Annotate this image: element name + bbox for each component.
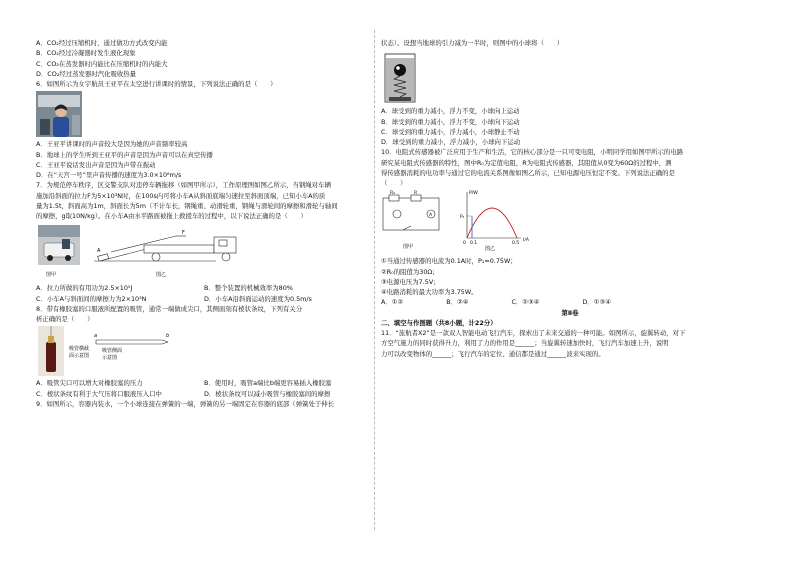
q9-option-a: A．球受到的重力减小，浮力不变，小球向上运动: [381, 107, 520, 116]
q8-side-label-2: 示意图: [102, 355, 118, 362]
q7-fig-jia-label: 图甲: [46, 272, 57, 279]
q8-option-c: C．棱状条纹有利于大气压将口服液压入口中: [36, 389, 162, 398]
q8-cross-section-label-2: 面示意图: [69, 353, 90, 360]
q10-option-b: B．②④: [446, 298, 469, 307]
graph-y-label: P/W: [469, 191, 478, 197]
q7-force-label: F: [182, 230, 185, 237]
graph-tick-0-5: 0.5: [512, 241, 520, 247]
q7-figures: [36, 221, 372, 283]
graph-tick-0-1: 0.1: [470, 241, 478, 247]
q8-side-label-1: 吸管侧面: [102, 348, 123, 355]
q8-options-row-2: [36, 389, 372, 399]
q10-stem-line-2: 研究某电阻式传感器的特性，图中R₀为定值电阻，R为电阻式传感器，其阻值从0变为60Ω的过程中，测: [381, 158, 672, 167]
q9-option-c: C．球受到的重力减小，浮力减小，小球静止不动: [381, 127, 520, 136]
q10-statement-2: ②R₀的阻值为30Ω；: [381, 267, 439, 276]
q8-option-d: D．棱状条纹可以减小吸管与橡胶塞间的摩擦: [204, 389, 331, 398]
q10-option-a: A．①②: [381, 298, 404, 307]
q8-stem-line-2: 析正确的是（ ）: [36, 315, 94, 323]
circuit-r0-label: R₀: [390, 191, 395, 197]
q6-stem: 6．如图所示为女宇航员王亚平在太空进行讲课时的情景，下列说法正确的是（ ）: [36, 80, 277, 88]
q5-option-a: A．CO₂经过压缩机时，通过做功方式改变内能: [36, 39, 168, 47]
q11-stem-line-2: 方空气施力的同时获得升力，利用了力的作用是______；当旋翼转速加快时，飞行汽车加速上升，说明: [381, 339, 669, 348]
q7-truck-diagram: [94, 236, 236, 261]
q8-cross-section-label-1: 吸管横截: [69, 346, 90, 353]
q8-options-row-1: [36, 378, 372, 388]
graph-origin-label: 0: [463, 241, 466, 247]
q8-figures: [36, 324, 372, 378]
section-2-heading: 二、填空与作图题（共8小题，计22分）: [381, 318, 497, 327]
q7-car-label: A: [97, 248, 101, 255]
q8-option-a: A．吸管尖口可以增大对橡胶塞的压力: [36, 379, 143, 388]
part-2-title: 第Ⅱ卷: [561, 308, 579, 317]
q10-options: [381, 297, 611, 307]
circuit-r-label: R: [414, 191, 418, 197]
q9-option-d: D．球受到的重力减小，浮力减小，小球向下运动: [381, 138, 521, 146]
right-column: [381, 38, 759, 359]
q10-fig-yi-label: 图乙: [485, 246, 496, 253]
q5-option-d: D．CO₂经过蒸发器时汽化吸收热量: [36, 69, 137, 78]
q7-options-row-1: [36, 283, 372, 293]
q10-statement-4: ④电路消耗的最大功率为3.75W。: [381, 288, 478, 296]
q10-option-c: C．②③④: [511, 298, 540, 307]
q6-option-b: B．地球上的学生听到王亚平的声音是因为声音可以在真空传播: [36, 150, 213, 159]
q5-option-c: C．CO₂在蒸发器时内能比在压缩机时的内能大: [36, 59, 168, 68]
q7-fig-yi-label: 图乙: [156, 272, 167, 279]
q7-option-d: D．小车A沿斜面运动的速度为0.5m/s: [204, 294, 312, 303]
graph-x-label: I/A: [523, 238, 529, 244]
q10-fig-jia-label: 图甲: [403, 244, 414, 251]
q7-stem-line-3: 量为1.5t，斜面高为1m，斜面长为5m（不计车长，钢绳重、动滑轮重，钢绳与滑轮间的摩擦和滑轮与轴间: [36, 201, 338, 210]
q7-option-b: B．整个装置的机械效率为80%: [204, 284, 293, 293]
q6-option-d: D．在“天宫一号”里声音传播的速度为3.0×10⁸m/s: [36, 171, 182, 179]
q11-stem-line-1: 11．“旅航者X2”是一款双人智能电动飞行汽车，探索出了未来交通的一种可能。如图所示，旋翼转动，对下: [381, 329, 686, 337]
left-column: [36, 38, 372, 409]
q8-option-b: B．使用时，吸管a端比b端更容易插入橡胶塞: [204, 379, 332, 388]
q7-option-c: C．小车A与斜面间的摩擦力为2×10³N: [36, 294, 147, 303]
q7-stem-line-1: 7．为规范停车秩序，区交警支队对违停车辆拖移（如图甲所示），工作原理图如图乙所示，当钢绳对车辆: [36, 181, 331, 190]
q6-option-c: C．王亚平说话发出声音是因为声带在振动: [36, 160, 156, 169]
q10-statement-1: ①当通过传感器的电流为0.1A时，P₁=0.75W；: [381, 257, 517, 266]
q8-straw-side-diagram: [96, 340, 168, 344]
q11-stem-line-3: 力可以改变物体的______；飞行汽车的定位、通信都是通过______波来实现的。: [381, 349, 605, 358]
q7-options-row-2: [36, 294, 372, 304]
column-divider: [374, 30, 375, 530]
q10-statement-3: ③电源电压为7.5V；: [381, 277, 440, 286]
q9-option-b: B．球受到的重力减小，浮力不变，小球向下运动: [381, 117, 520, 126]
q10-stem-line-1: 10．电阻式传感器被广泛应用于生产和生活，它的核心部分是一只可变电阻，小明同学用如图甲所示的电路: [381, 148, 684, 157]
q9-stem-cont: 状态）。设想当地球的引力减为一半时，则图中的小球将（ ）: [381, 39, 564, 47]
circuit-ammeter-label: A: [429, 213, 433, 219]
q7-stem-line-4: 的摩擦，g取10N/kg）。在小车A由水平路面被拖上救援车的过程中，以下说法正确的是（ ）: [36, 212, 307, 220]
q7-stem-line-2: 施加沿斜面的拉力F为5×10³N时，在100s内可将小车A从斜面底端匀速拉至斜面顶端，已知小车A的质: [36, 191, 326, 200]
q10-stem-line-3: 得传感器消耗的电功率与通过它的电流关系图像如图乙所示，已知电源电压恒定不变。下列说法正确的是: [381, 168, 675, 177]
q8-bottle-photo: [38, 326, 64, 376]
q7-option-a: A．拉力所做的有用功为2.5×10⁵J: [36, 284, 133, 293]
q10-power-current-graph: [467, 192, 521, 238]
q8-letter-a: a: [94, 333, 98, 340]
q6-option-a: A．王亚平讲课时的声音较大是因为她的声音频率较高: [36, 140, 188, 149]
q10-figures: [381, 188, 759, 256]
q9-stem-line-1: 9．如图所示，容器内装水，一个小球连接在弹簧的一端，弹簧的另一端固定在容器的底部（弹簧处于伸长: [36, 399, 335, 408]
q8-stem-line-1: 8．带有橡胶塞的口服液所配置的吸管，通常一端做成尖口，其侧面刻有棱状条纹，下列有关分: [36, 304, 303, 313]
q10-stem-line-4: （ ）: [381, 179, 407, 187]
q7-tow-photo: [38, 225, 80, 265]
q6-astronaut-photo: [36, 89, 372, 139]
graph-p1-label: P₁: [460, 215, 465, 221]
q10-option-d: D．①③④: [582, 298, 611, 307]
q5-option-b: B．CO₂经过冷凝器时发生液化现象: [36, 49, 136, 58]
q8-letter-b: b: [166, 333, 170, 340]
q9-container-figure: [381, 48, 759, 106]
